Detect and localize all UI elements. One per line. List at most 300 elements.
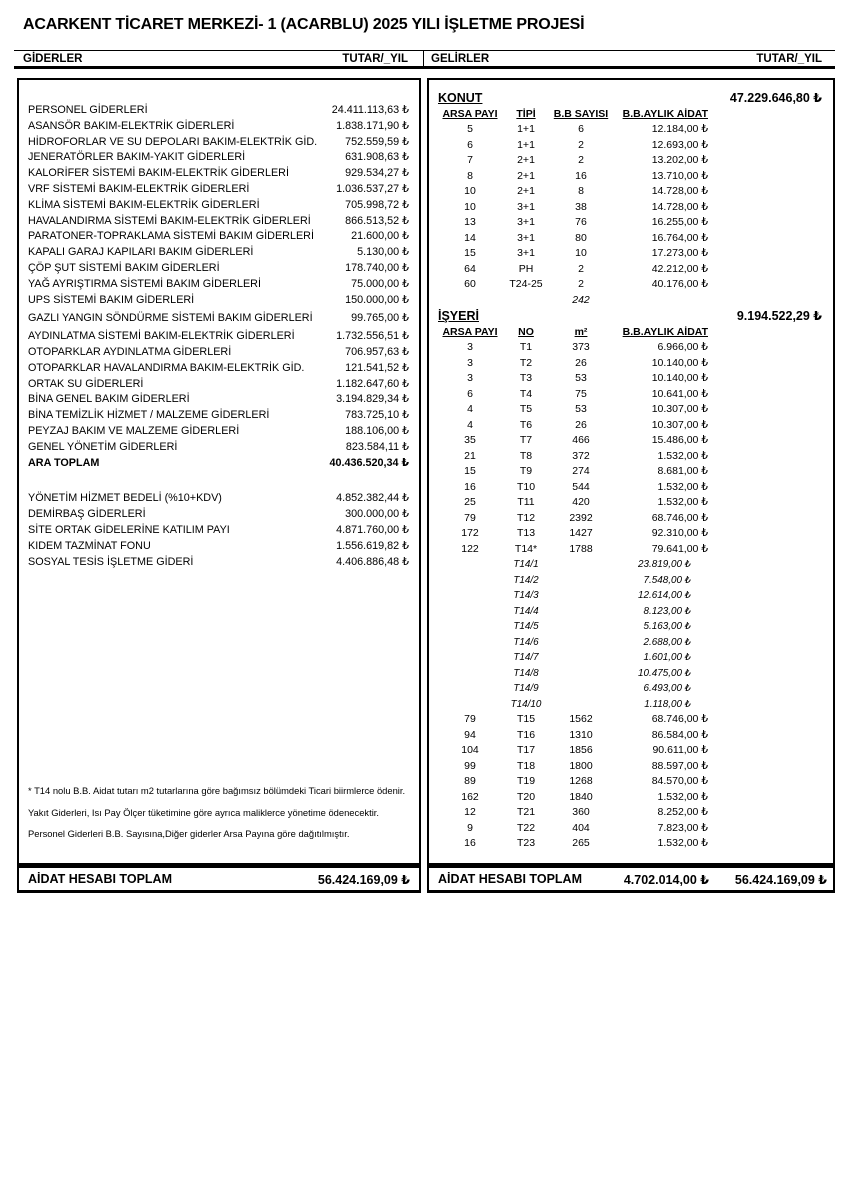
cell: 13.202,00 ₺ bbox=[651, 154, 708, 166]
cell: 16.255,00 ₺ bbox=[651, 216, 708, 228]
cell: 84.570,00 ₺ bbox=[651, 775, 708, 787]
expense-label: GAZLI YANGIN SÖNDÜRME SİSTEMİ BAKIM GİDERLERİ bbox=[28, 312, 313, 325]
cell: 79 bbox=[464, 511, 476, 524]
cell: T16 bbox=[516, 728, 536, 741]
table-row bbox=[438, 184, 827, 200]
table-row bbox=[438, 402, 827, 418]
cell: 544 bbox=[572, 480, 590, 493]
column-header: ARSA PAYI bbox=[442, 326, 498, 338]
table-row bbox=[438, 774, 827, 790]
table-row bbox=[438, 604, 827, 620]
cell bbox=[438, 697, 502, 713]
cell: T2 bbox=[519, 356, 533, 369]
expense-amount: 5.130,00 ₺ bbox=[357, 246, 409, 259]
cell: PH bbox=[518, 262, 534, 275]
footnote-line: Personel Giderleri B.B. Sayısına,Diğer giderler Arsa Payına göre dağıtılmıştır. bbox=[28, 828, 350, 840]
table-row bbox=[438, 836, 827, 852]
expense-label: SOSYAL TESİS İŞLETME GİDERİ bbox=[28, 555, 194, 568]
expense-row bbox=[28, 424, 409, 440]
expense-amount: 40.436.520,34 ₺ bbox=[329, 456, 409, 469]
expense-label: YÖNETİM HİZMET BEDELİ (%10+KDV) bbox=[28, 492, 222, 505]
expense-label: HİDROFORLAR VE SU DEPOLARI BAKIM-ELEKTRİK GİD. bbox=[28, 135, 318, 148]
table-row bbox=[438, 511, 827, 527]
expense-label: JENERATÖRLER BAKIM-YAKIT GİDERLERİ bbox=[28, 151, 246, 164]
cell: T12 bbox=[516, 511, 536, 524]
cell: T9 bbox=[519, 465, 533, 477]
cell: 1+1 bbox=[517, 123, 535, 135]
expenses-box bbox=[17, 78, 421, 865]
cell: T13 bbox=[516, 527, 536, 539]
cell: 13 bbox=[464, 216, 476, 228]
cell bbox=[550, 650, 612, 666]
table-row bbox=[438, 712, 827, 728]
isyeri-title: İŞYERİ bbox=[438, 309, 479, 323]
expense-row bbox=[28, 277, 409, 293]
table-row bbox=[438, 246, 827, 262]
expense-amount: 24.411.113,63 ₺ bbox=[331, 104, 409, 116]
cell: T4 bbox=[519, 387, 533, 400]
cell: 10.307,00 ₺ bbox=[651, 403, 708, 415]
expense-amount: 631.908,63 ₺ bbox=[345, 151, 409, 164]
cell: 16 bbox=[575, 169, 587, 182]
cell: 99 bbox=[464, 759, 476, 772]
expense-amount: 752.559,59 ₺ bbox=[345, 135, 409, 148]
cell: T8 bbox=[519, 449, 533, 462]
cell: 16.764,00 ₺ bbox=[651, 231, 708, 244]
cell: 2.688,00 ₺ bbox=[643, 636, 691, 648]
expense-label: ORTAK SU GİDERLERİ bbox=[28, 377, 144, 390]
expense-row bbox=[28, 440, 409, 456]
table-row bbox=[438, 573, 827, 589]
expense-label: PARATONER-TOPRAKLAMA SİSTEMİ BAKIM GİDERLERİ bbox=[28, 230, 314, 243]
income-total-label: AİDAT HESABI TOPLAM bbox=[438, 872, 582, 886]
expense-amount: 188.106,00 ₺ bbox=[345, 424, 409, 437]
cell: 90.611,00 ₺ bbox=[652, 744, 708, 756]
cell: 6 bbox=[578, 123, 584, 135]
expense-label: ÇÖP ŞUT SİSTEMİ BAKIM GİDERLERİ bbox=[28, 261, 220, 274]
cell: 12.614,00 ₺ bbox=[638, 590, 691, 601]
cell: 162 bbox=[461, 790, 479, 803]
expenses-header bbox=[14, 51, 424, 66]
cell: 53 bbox=[575, 403, 587, 415]
cell: 14 bbox=[464, 231, 476, 244]
cell: T21 bbox=[516, 806, 536, 818]
cell: 466 bbox=[572, 434, 590, 446]
cell bbox=[550, 588, 612, 604]
expenses-total-amount: 56.424.169,09 ₺ bbox=[317, 872, 410, 887]
cell: 10.641,00 ₺ bbox=[651, 387, 708, 400]
column-header: ARSA PAYI bbox=[442, 108, 498, 120]
isyeri-total: 9.194.522,29 ₺ bbox=[736, 309, 822, 323]
cell bbox=[550, 619, 612, 635]
expense-amount: 75.000,00 ₺ bbox=[351, 277, 409, 290]
cell: 21 bbox=[464, 449, 476, 462]
table-row bbox=[438, 728, 827, 744]
table-row bbox=[438, 371, 827, 387]
table-row bbox=[438, 387, 827, 403]
cell bbox=[550, 573, 612, 589]
expense-row bbox=[28, 491, 409, 507]
cell: 23.819,00 ₺ bbox=[638, 559, 691, 570]
konut-section-header bbox=[436, 90, 827, 106]
cell: 76 bbox=[575, 216, 587, 228]
footnote-line: Yakıt Giderleri, Isı Pay Ölçer tüketimine göre ayrıca maliklerce yönetime ödenecektir. bbox=[28, 806, 380, 818]
cell: 3+1 bbox=[517, 216, 535, 228]
cell: 10 bbox=[575, 247, 587, 259]
expense-label: KAPALI GARAJ KAPILARI BAKIM GİDERLERİ bbox=[28, 246, 254, 259]
cell: 10 bbox=[464, 185, 476, 197]
column-header: TİPİ bbox=[516, 108, 536, 120]
expense-row bbox=[28, 456, 409, 472]
cell: T3 bbox=[519, 372, 533, 384]
cell: 10.140,00 ₺ bbox=[651, 356, 708, 369]
cell: 68.746,00 ₺ bbox=[651, 511, 708, 524]
column-header: B.B.AYLIK AİDAT bbox=[622, 108, 708, 120]
cell: 2 bbox=[578, 154, 584, 166]
cell: 92.310,00 ₺ bbox=[651, 527, 708, 539]
expenses-total-label: AİDAT HESABI TOPLAM bbox=[28, 872, 172, 886]
isyeri-table bbox=[436, 340, 827, 852]
expense-row bbox=[28, 293, 409, 309]
cell: 2 bbox=[578, 138, 584, 151]
konut-title: KONUT bbox=[438, 91, 483, 105]
table-row bbox=[438, 464, 827, 480]
expense-label: KLİMA SİSTEMİ BAKIM-ELEKTRİK GİDERLERİ bbox=[28, 198, 260, 211]
expense-row bbox=[28, 361, 409, 377]
table-row bbox=[438, 231, 827, 247]
expense-row bbox=[28, 523, 409, 539]
konut-column-headers bbox=[438, 106, 827, 122]
konut-bb-sum-row bbox=[438, 293, 827, 309]
cell: T14/9 bbox=[513, 683, 539, 694]
cell: 172 bbox=[461, 527, 479, 539]
cell: 1840 bbox=[569, 790, 593, 803]
expense-row bbox=[28, 214, 409, 230]
cell bbox=[438, 573, 502, 589]
cell: T11 bbox=[517, 496, 535, 508]
expense-label: PERSONEL GİDERLERİ bbox=[28, 104, 148, 116]
expense-label: KIDEM TAZMİNAT FONU bbox=[28, 539, 151, 552]
isyeri-section-header bbox=[436, 308, 827, 324]
expense-label: AYDINLATMA SİSTEMİ BAKIM-ELEKTRİK GİDERLERİ bbox=[28, 330, 295, 343]
cell: 79.641,00 ₺ bbox=[651, 542, 708, 555]
cell: 26 bbox=[575, 356, 587, 369]
table-row bbox=[438, 542, 827, 558]
cell: T14/8 bbox=[513, 667, 539, 679]
expense-row bbox=[28, 182, 409, 198]
expense-row bbox=[28, 329, 409, 345]
income-grand-total-row bbox=[427, 865, 835, 893]
expense-amount: 4.871.760,00 ₺ bbox=[336, 523, 409, 536]
table-row bbox=[438, 681, 827, 697]
cell: 373 bbox=[572, 341, 590, 353]
column-header-band bbox=[14, 50, 835, 69]
expenses-list bbox=[19, 80, 419, 570]
cell: 8 bbox=[578, 185, 584, 197]
table-row bbox=[438, 153, 827, 169]
cell: T19 bbox=[516, 775, 536, 787]
cell bbox=[438, 588, 502, 604]
expenses-header-amount-label: TUTAR/_YIL bbox=[342, 52, 408, 65]
expense-label: HAVALANDIRMA SİSTEMİ BAKIM-ELEKTRİK GİDERLERİ bbox=[28, 214, 311, 227]
konut-table bbox=[436, 122, 827, 293]
expense-amount: 1.556.619,82 ₺ bbox=[336, 539, 409, 552]
expense-row bbox=[28, 377, 409, 393]
cell bbox=[550, 666, 612, 682]
cell: T14/5 bbox=[513, 621, 539, 632]
table-row bbox=[438, 588, 827, 604]
cell: 16 bbox=[464, 837, 476, 849]
table-row bbox=[438, 759, 827, 775]
expense-row bbox=[28, 245, 409, 261]
column-header: B.B.AYLIK AİDAT bbox=[622, 326, 708, 338]
expense-row bbox=[28, 103, 409, 119]
expense-amount: 783.725,10 ₺ bbox=[345, 409, 409, 422]
expense-row bbox=[28, 229, 409, 245]
cell: 5 bbox=[467, 123, 473, 135]
expense-row bbox=[28, 166, 409, 182]
konut-total: 47.229.646,80 ₺ bbox=[729, 91, 822, 105]
table-row bbox=[438, 200, 827, 216]
cell: 4 bbox=[467, 403, 473, 415]
cell: 420 bbox=[572, 496, 590, 508]
table-row bbox=[438, 215, 827, 231]
income-total-grand-amount: 56.424.169,09 ₺ bbox=[734, 872, 827, 887]
cell: 1427 bbox=[569, 527, 593, 539]
cell: 12.184,00 ₺ bbox=[651, 123, 708, 135]
table-row bbox=[438, 666, 827, 682]
cell: 14.728,00 ₺ bbox=[651, 185, 708, 197]
cell: 360 bbox=[572, 806, 590, 818]
table-row bbox=[438, 138, 827, 154]
expense-label: GENEL YÖNETİM GİDERLERİ bbox=[28, 440, 178, 453]
cell: 12.693,00 ₺ bbox=[651, 138, 708, 151]
cell: 10.307,00 ₺ bbox=[651, 418, 708, 431]
table-row bbox=[438, 557, 827, 573]
expense-row bbox=[28, 119, 409, 135]
expense-amount: 706.957,63 ₺ bbox=[345, 345, 409, 358]
cell bbox=[438, 666, 502, 682]
cell: 3 bbox=[467, 356, 473, 369]
cell: 3 bbox=[467, 341, 473, 353]
table-row bbox=[438, 526, 827, 542]
cell: T20 bbox=[516, 790, 536, 803]
cell bbox=[550, 557, 612, 573]
cell: 40.176,00 ₺ bbox=[651, 278, 708, 290]
cell: T15 bbox=[516, 713, 536, 725]
expense-label: PEYZAJ BAKIM VE MALZEME GİDERLERİ bbox=[28, 424, 240, 437]
cell: 15 bbox=[464, 465, 476, 477]
cell: 1.118,00 ₺ bbox=[644, 698, 691, 710]
income-header-amount-label: TUTAR/_YIL bbox=[756, 52, 822, 65]
cell: 1.532,00 ₺ bbox=[657, 790, 708, 803]
cell: 8.681,00 ₺ bbox=[657, 465, 708, 477]
expense-label: DEMİRBAŞ GİDERLERİ bbox=[28, 508, 146, 521]
column-header: B.B SAYISI bbox=[553, 108, 609, 120]
cell: 1+1 bbox=[517, 138, 535, 151]
cell: T7 bbox=[519, 434, 533, 446]
cell: 8.252,00 ₺ bbox=[657, 806, 708, 818]
expense-row bbox=[28, 150, 409, 166]
cell: 1.601,00 ₺ bbox=[643, 652, 691, 663]
cell: 1.532,00 ₺ bbox=[657, 837, 708, 849]
cell: 1310 bbox=[569, 728, 593, 741]
cell: T14/10 bbox=[510, 698, 542, 710]
cell: T18 bbox=[516, 759, 536, 772]
cell: T14/1 bbox=[513, 559, 539, 570]
cell: 88.597,00 ₺ bbox=[651, 759, 708, 772]
cell: 2+1 bbox=[517, 169, 535, 182]
expense-label: OTOPARKLAR AYDINLATMA GİDERLERİ bbox=[28, 345, 232, 358]
column-header: NO bbox=[518, 326, 534, 338]
konut-bb-total: 242 bbox=[572, 293, 590, 306]
cell: 6 bbox=[467, 138, 473, 151]
cell: T24-25 bbox=[509, 278, 543, 290]
expense-amount: 4.406.886,48 ₺ bbox=[336, 555, 409, 568]
table-row bbox=[438, 356, 827, 372]
cell: T5 bbox=[519, 403, 533, 415]
cell: 2 bbox=[578, 278, 584, 290]
expense-row bbox=[28, 261, 409, 277]
cell: T10 bbox=[516, 480, 536, 493]
expense-row bbox=[28, 311, 409, 327]
expense-amount: 150.000,00 ₺ bbox=[345, 293, 409, 306]
table-row bbox=[438, 821, 827, 837]
cell: T22 bbox=[516, 821, 536, 834]
expense-amount: 866.513,52 ₺ bbox=[345, 214, 409, 227]
cell: T6 bbox=[519, 418, 533, 431]
cell: 1.532,00 ₺ bbox=[657, 449, 708, 462]
cell: 1856 bbox=[569, 744, 593, 756]
table-row bbox=[438, 495, 827, 511]
cell: 2+1 bbox=[517, 185, 535, 197]
cell: 3 bbox=[467, 372, 473, 384]
expense-label: VRF SİSTEMİ BAKIM-ELEKTRİK GİDERLERİ bbox=[28, 182, 250, 195]
expense-row bbox=[28, 198, 409, 214]
cell: T17 bbox=[516, 744, 536, 756]
cell: 2 bbox=[578, 262, 584, 275]
cell: 12 bbox=[464, 806, 476, 818]
cell: 79 bbox=[464, 713, 476, 725]
table-row bbox=[438, 697, 827, 713]
cell: 6.493,00 ₺ bbox=[643, 683, 691, 694]
expense-label: ASANSÖR BAKIM-ELEKTRİK GİDERLERİ bbox=[28, 119, 235, 132]
table-row bbox=[438, 169, 827, 185]
cell bbox=[438, 681, 502, 697]
cell bbox=[438, 650, 502, 666]
cell: 13.710,00 ₺ bbox=[651, 169, 708, 182]
table-row bbox=[438, 433, 827, 449]
cell: 7 bbox=[467, 154, 473, 166]
cell: 60 bbox=[464, 278, 476, 290]
cell: 15 bbox=[464, 247, 476, 259]
expense-label: YAĞ AYRIŞTIRMA SİSTEMİ BAKIM GİDERLERİ bbox=[28, 277, 261, 290]
cell bbox=[550, 697, 612, 713]
cell: 6.966,00 ₺ bbox=[657, 341, 708, 353]
expense-row bbox=[28, 135, 409, 151]
cell: 26 bbox=[575, 418, 587, 431]
table-row bbox=[438, 277, 827, 293]
cell: 10 bbox=[464, 200, 476, 213]
expense-amount: 1.182.647,60 ₺ bbox=[336, 377, 409, 390]
cell bbox=[438, 635, 502, 651]
cell bbox=[438, 619, 502, 635]
cell: 89 bbox=[464, 775, 476, 787]
cell: 25 bbox=[464, 496, 476, 508]
isyeri-column-headers bbox=[438, 324, 827, 340]
cell: 1268 bbox=[569, 775, 593, 787]
cell: 2+1 bbox=[517, 154, 535, 166]
table-row bbox=[438, 619, 827, 635]
cell: 1562 bbox=[569, 713, 593, 725]
expense-row bbox=[28, 539, 409, 555]
expense-label: SİTE ORTAK GİDELERİNE KATILIM PAYI bbox=[28, 523, 230, 536]
expense-amount: 3.194.829,34 ₺ bbox=[336, 393, 409, 406]
cell: 94 bbox=[464, 728, 476, 741]
cell: 7.823,00 ₺ bbox=[657, 821, 708, 834]
cell: 64 bbox=[464, 262, 476, 275]
cell: 104 bbox=[461, 744, 479, 756]
cell: 5.163,00 ₺ bbox=[643, 621, 691, 632]
expense-label: ARA TOPLAM bbox=[28, 456, 100, 469]
cell: 10.140,00 ₺ bbox=[651, 372, 708, 384]
cell: 16 bbox=[464, 480, 476, 493]
expense-amount: 823.584,11 ₺ bbox=[345, 440, 409, 453]
table-row bbox=[438, 340, 827, 356]
expense-row bbox=[28, 408, 409, 424]
cell: 4 bbox=[467, 418, 473, 431]
cell: 265 bbox=[572, 837, 590, 849]
cell: 35 bbox=[464, 434, 476, 446]
expense-amount: 21.600,00 ₺ bbox=[351, 230, 409, 243]
cell: 372 bbox=[572, 449, 590, 462]
cell: 2392 bbox=[569, 511, 593, 524]
cell bbox=[550, 681, 612, 697]
cell: 3+1 bbox=[517, 247, 535, 259]
cell: 404 bbox=[572, 821, 590, 834]
table-row bbox=[438, 650, 827, 666]
cell: 1.532,00 ₺ bbox=[657, 480, 708, 493]
cell bbox=[438, 604, 502, 620]
expense-amount: 99.765,00 ₺ bbox=[351, 312, 409, 325]
table-row bbox=[438, 790, 827, 806]
cell bbox=[550, 635, 612, 651]
cell: 53 bbox=[575, 372, 587, 384]
cell: 1788 bbox=[569, 542, 593, 555]
cell: T14/7 bbox=[513, 652, 539, 663]
expense-amount: 121.541,52 ₺ bbox=[345, 361, 409, 374]
expense-label: BİNA GENEL BAKIM GİDERLERİ bbox=[28, 393, 190, 406]
expenses-header-label: GİDERLER bbox=[23, 52, 83, 65]
income-box bbox=[427, 78, 835, 865]
cell: T14/6 bbox=[513, 636, 539, 648]
cell: 80 bbox=[575, 231, 587, 244]
cell: 3+1 bbox=[517, 200, 535, 213]
expense-row bbox=[28, 507, 409, 523]
cell: 15.486,00 ₺ bbox=[651, 434, 708, 446]
expense-amount: 1.036.537,27 ₺ bbox=[336, 182, 409, 195]
cell: 8.123,00 ₺ bbox=[643, 605, 691, 617]
table-row bbox=[438, 743, 827, 759]
expense-amount: 1.838.171,90 ₺ bbox=[336, 119, 409, 132]
expense-row bbox=[28, 555, 409, 571]
income-total-isyeri-amount: 4.702.014,00 ₺ bbox=[623, 872, 709, 887]
table-row bbox=[438, 480, 827, 496]
cell bbox=[550, 604, 612, 620]
cell: 10.475,00 ₺ bbox=[638, 667, 691, 679]
table-row bbox=[438, 122, 827, 138]
table-row bbox=[438, 635, 827, 651]
